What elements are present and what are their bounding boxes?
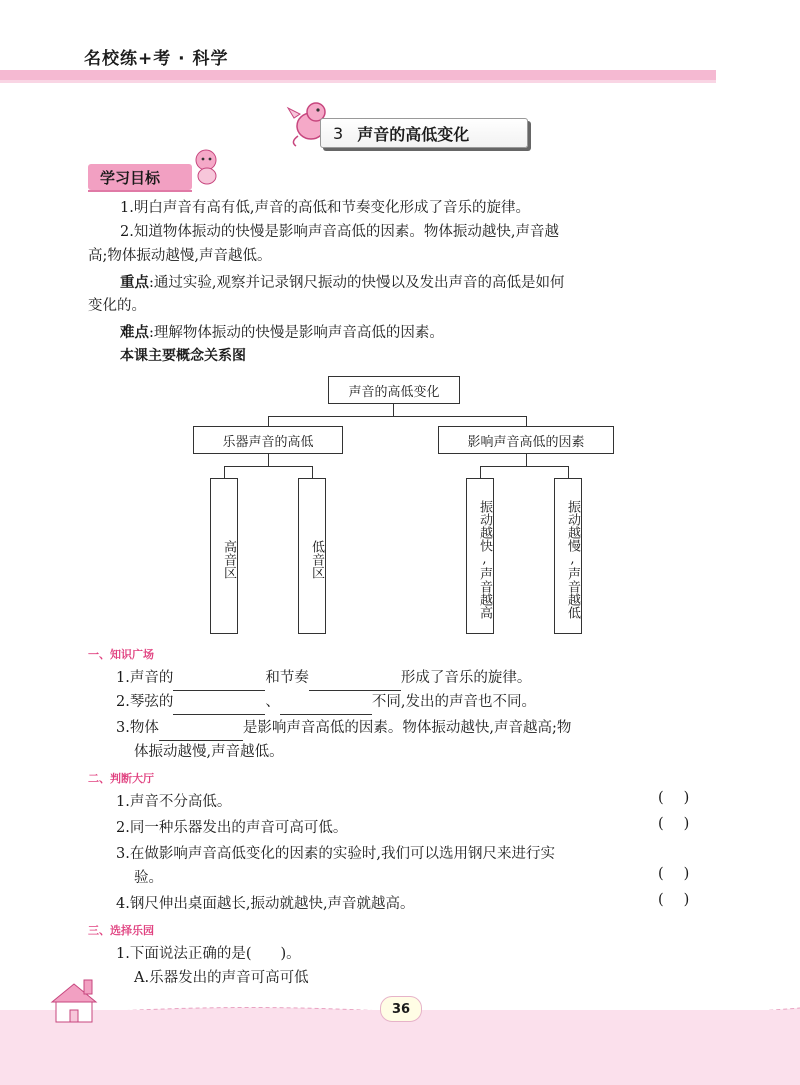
- map-line: [268, 454, 269, 466]
- fill-question-3: [116, 716, 571, 741]
- choice-option-a[interactable]: A.乐器发出的声音可高可低: [134, 970, 309, 986]
- concept-map-title: 本课主要概念关系图: [120, 348, 246, 364]
- judge-question-1: 1.声音不分高低。: [116, 794, 232, 810]
- q2-text-b: 、: [265, 694, 280, 710]
- concept-root: 声音的高低变化: [328, 376, 460, 404]
- concept-low-range: 低音区: [298, 478, 326, 634]
- judge-question-2: 2.同一种乐器发出的声音可高可低。: [116, 820, 348, 836]
- goal-item-2-line2: 高;物体振动越慢,声音越低。: [88, 248, 272, 264]
- choice-question-1: 1.下面说法正确的是( )。: [116, 946, 301, 962]
- map-line: [224, 466, 225, 478]
- q1-text-b: 和节奏: [265, 670, 309, 686]
- answer-blank[interactable]: [309, 672, 401, 691]
- q1-text-a: 1.声音的: [116, 670, 174, 686]
- goal-item-2-line1: 2.知道物体振动的快慢是影响声音高低的因素。物体振动越快,声音越: [120, 224, 559, 240]
- map-line: [480, 466, 481, 478]
- answer-blank[interactable]: [173, 672, 265, 691]
- fill-question-2: [116, 690, 536, 715]
- section-choice-garden: 三、选择乐园: [88, 924, 154, 937]
- fill-question-3-line2: 体振动越慢,声音越低。: [134, 744, 284, 760]
- lesson-number: 3: [333, 123, 344, 143]
- key-point-label: 重点: [120, 274, 149, 291]
- goal-item-1: 1.明白声音有高有低,声音的高低和节奏变化形成了音乐的旋律。: [120, 200, 530, 216]
- lesson-title-banner: [320, 118, 528, 148]
- concept-fast-vibration: 振动越快,声音越高: [466, 478, 494, 634]
- map-line: [480, 466, 568, 467]
- map-line: [568, 466, 569, 478]
- key-point: [120, 270, 565, 296]
- section-judgment-hall: 二、判断大厅: [88, 772, 154, 785]
- map-line: [268, 416, 526, 417]
- answer-parentheses[interactable]: (): [658, 892, 710, 908]
- answer-blank[interactable]: [280, 696, 372, 715]
- judge-question-3: 3.在做影响声音高低变化的因素的实验时,我们可以选用钢尺来进行实: [116, 846, 555, 862]
- answer-blank[interactable]: [173, 696, 265, 715]
- fill-question-1: [116, 666, 531, 691]
- header-bar-light: [0, 80, 716, 83]
- q1-text-c: 形成了音乐的旋律。: [400, 670, 532, 686]
- q3-text-a: 3.物体: [116, 720, 159, 736]
- lesson-title: 声音的高低变化: [357, 124, 470, 144]
- difficult-point-text: :理解物体振动的快慢是影响声音高低的因素。: [149, 325, 444, 341]
- q3-text-b: 是影响声音高低的因素。物体振动越快,声音越高;物: [242, 720, 572, 736]
- concept-left: 乐器声音的高低: [193, 426, 343, 454]
- key-point-line2: 变化的。: [88, 298, 146, 314]
- judge-question-4: 4.钢尺伸出桌面越长,振动就越快,声音就越高。: [116, 896, 415, 912]
- concept-slow-vibration: 振动越慢,声音越低: [554, 478, 582, 634]
- answer-parentheses[interactable]: (): [658, 816, 710, 832]
- q2-text-c: 不同,发出的声音也不同。: [371, 694, 536, 710]
- q2-text-a: 2.琴弦的: [116, 694, 174, 710]
- page-number: 36: [380, 996, 422, 1022]
- map-line: [224, 466, 312, 467]
- section-knowledge-square: 一、知识广场: [88, 648, 154, 661]
- goal-tag-underline: [88, 190, 192, 192]
- map-line: [312, 466, 313, 478]
- concept-right: 影响声音高低的因素: [438, 426, 614, 454]
- key-point-text: :通过实验,观察并记录钢尺振动的快慢以及发出声音的高低是如何: [149, 275, 565, 291]
- answer-blank[interactable]: [159, 722, 243, 741]
- house-icon: [44, 978, 108, 1028]
- difficult-point-label: 难点: [120, 324, 149, 341]
- header-bar: [0, 70, 716, 80]
- cartoon-character-icon: [188, 146, 226, 186]
- answer-parentheses[interactable]: (): [658, 790, 710, 806]
- map-line: [393, 404, 394, 416]
- answer-parentheses[interactable]: (): [658, 866, 710, 882]
- judge-question-3-line2: 验。: [134, 870, 163, 886]
- learning-goals-tag: 学习目标: [88, 164, 192, 190]
- concept-high-range: 高音区: [210, 478, 238, 634]
- map-line: [526, 454, 527, 466]
- difficult-point: [120, 320, 444, 346]
- book-title: 名校练+考 · 科学: [84, 49, 229, 69]
